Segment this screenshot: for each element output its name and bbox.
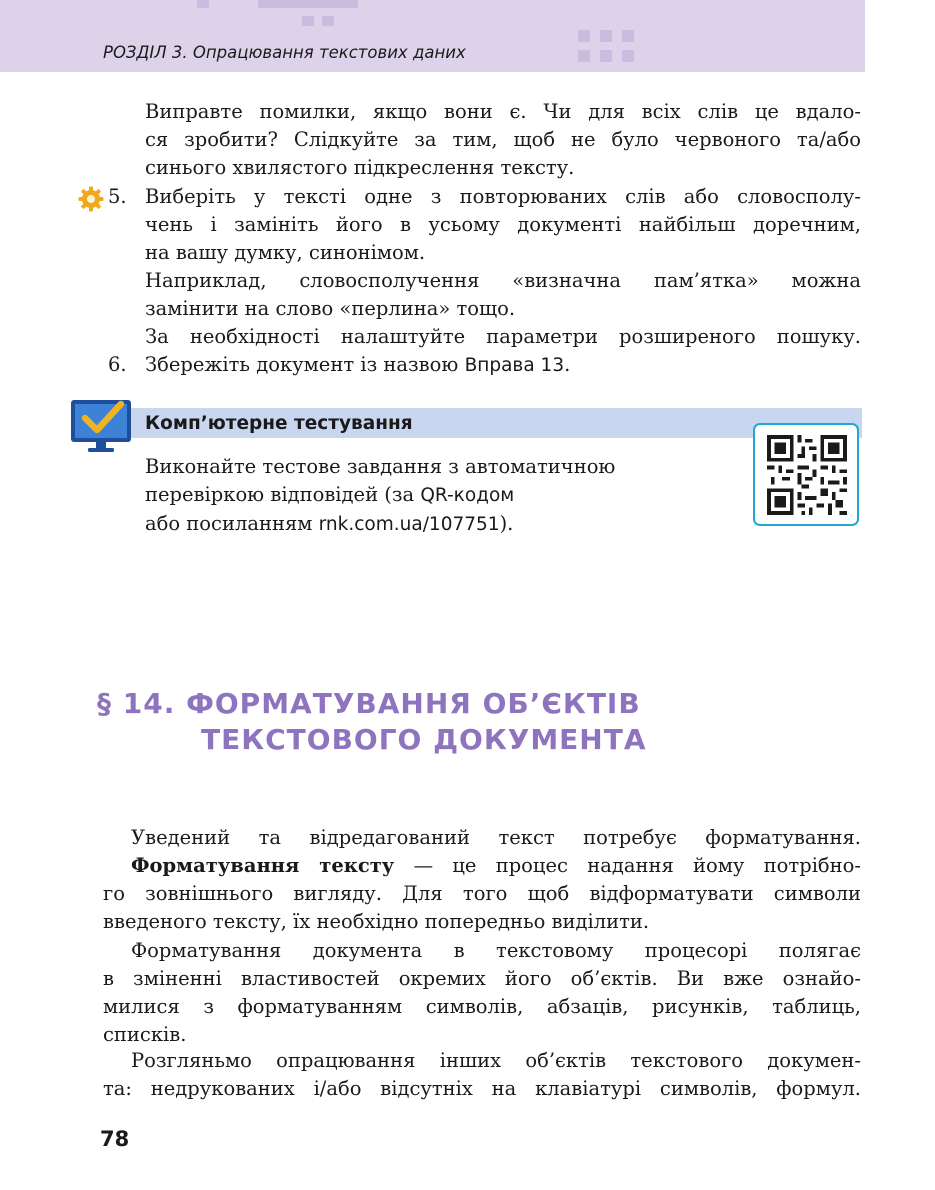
qr-code-reference: QR-кодом — [420, 485, 515, 506]
header-decoration — [622, 50, 634, 62]
text-fragment: — це процес надання йому потрібно- — [394, 854, 861, 877]
testing-title: Комп’ютерне тестування — [145, 413, 413, 434]
chapter-header — [0, 0, 865, 72]
monitor-check-icon — [69, 398, 135, 454]
text-line: го зовнішнього вигляду. Для того щоб відформатувати символи — [103, 882, 861, 905]
text-line: Уведений та відредагований текст потребує форматування. — [131, 826, 861, 849]
qr-code-frame[interactable] — [753, 423, 859, 526]
gear-icon — [78, 186, 104, 212]
document-name: Вправа 13 — [464, 355, 565, 376]
text-fragment: ). — [499, 512, 514, 535]
text-fragment: перевіркою відповідей (за — [145, 483, 421, 506]
body-paragraph-3 — [103, 1047, 861, 1103]
step5-text — [145, 183, 861, 351]
header-decoration — [322, 16, 334, 26]
text-fragment: Збережіть документ із назвою — [145, 353, 465, 376]
step6-number: 6. — [108, 353, 127, 376]
text-line: замінити на слово «перлина» тощо. — [145, 297, 516, 320]
text-line: Наприклад, словосполучення «визначна пам’ятка» можна — [145, 269, 861, 292]
text-fragment: або посиланням — [145, 512, 319, 535]
text-line: на вашу думку, синонімом. — [145, 241, 426, 264]
step4-continuation — [145, 98, 861, 182]
text-fragment: . — [564, 353, 571, 376]
test-link[interactable]: rnk.com.ua/107751 — [318, 514, 500, 535]
header-decoration — [197, 0, 209, 8]
text-line — [145, 510, 745, 539]
header-decoration — [578, 50, 590, 62]
header-decoration — [600, 50, 612, 62]
text-line — [103, 852, 861, 880]
text-line: введеного тексту, їх необхідно попередньо виділити. — [103, 910, 650, 933]
text-line: милися з форматуванням символів, абзаців, рисунків, таблиць, — [103, 995, 861, 1018]
section-title-line1: § 14. ФОРМАТУВАННЯ ОБ’ЄКТІВ — [97, 687, 641, 720]
term-bold: Форматування тексту — [131, 854, 395, 877]
section-title-line2: ТЕКСТОВОГО ДОКУМЕНТА — [201, 723, 647, 756]
header-decoration — [578, 30, 590, 42]
text-line: синього хвилястого підкреслення тексту. — [145, 156, 575, 179]
text-line: ся зробити? Слідкуйте за тим, щоб не було червоного та/або — [145, 128, 861, 151]
text-line: Форматування документа в текстовому процесорі полягає — [131, 939, 861, 962]
text-line: Виберіть у тексті одне з повторюваних слів або словосполу- — [145, 185, 861, 208]
header-decoration — [302, 16, 314, 26]
text-line: Виконайте тестове завдання з автоматичною — [145, 455, 616, 478]
header-decoration — [258, 0, 358, 8]
text-line: Розгляньмо опрацювання інших об’єктів текстового докумен- — [131, 1049, 861, 1072]
text-line: в зміненні властивостей окремих його об’єктів. Ви вже ознайо- — [103, 967, 861, 990]
text-line: За необхідності налаштуйте параметри розширеного пошуку. — [145, 325, 861, 348]
text-line — [145, 481, 745, 510]
body-paragraph-2 — [103, 937, 861, 1049]
text-line: та: недрукованих і/або відсутніх на клавіатурі символів, формул. — [103, 1077, 861, 1100]
testing-text — [145, 453, 745, 539]
step5-number: 5. — [108, 185, 127, 208]
text-line: чень і замініть його в усьому документі найбільш доречним, — [145, 213, 861, 236]
text-line: Виправте помилки, якщо вони є. Чи для всіх слів це вдало- — [145, 100, 861, 123]
text-line: списків. — [103, 1023, 187, 1046]
body-paragraph-1 — [103, 824, 861, 936]
page-number: 78 — [100, 1127, 130, 1151]
qr-code[interactable] — [767, 435, 847, 515]
step6-text — [145, 351, 861, 380]
header-decoration — [600, 30, 612, 42]
header-decoration — [622, 30, 634, 42]
chapter-title: РОЗДІЛ 3. Опрацювання текстових даних — [103, 43, 466, 62]
section-title — [97, 686, 647, 758]
